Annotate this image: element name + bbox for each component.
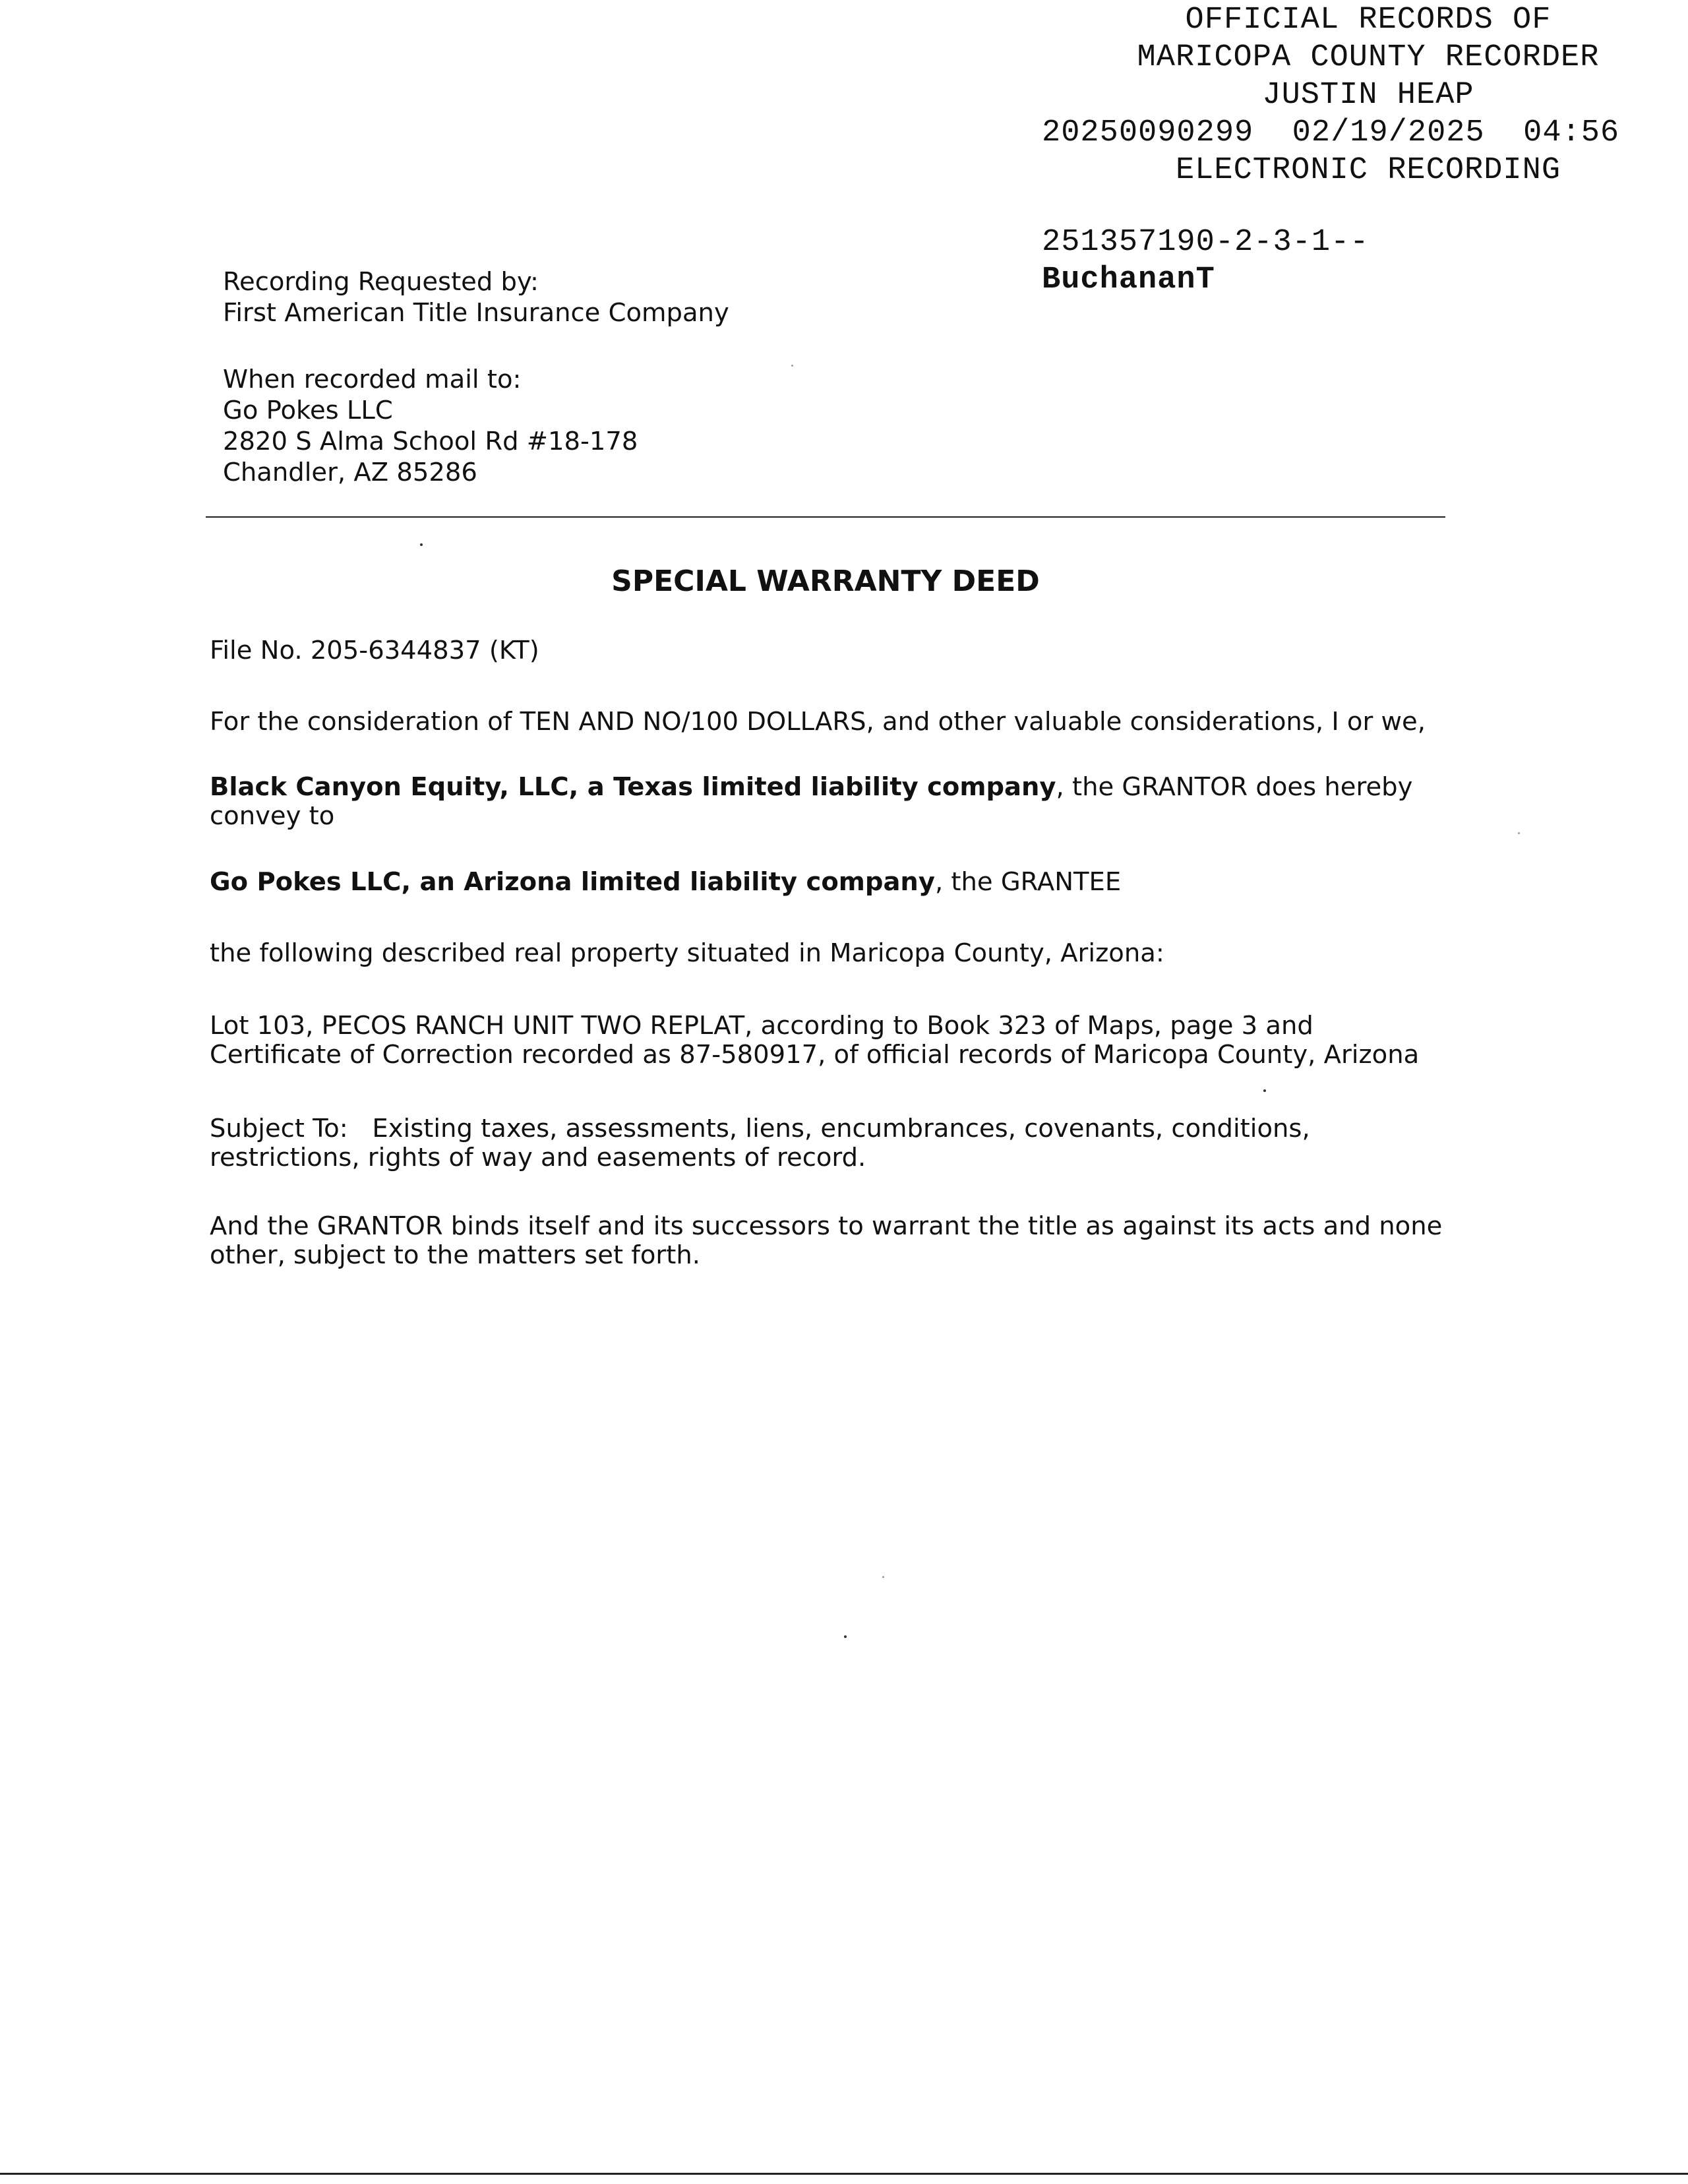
header-divider — [206, 516, 1445, 518]
stamp-spacer — [1029, 189, 1688, 224]
scan-speck — [1518, 832, 1520, 834]
mail-to-city-state-zip: Chandler, AZ 85286 — [223, 458, 477, 487]
scan-speck — [1263, 1089, 1266, 1092]
grantor-name: Black Canyon Equity, LLC, a Texas limited liability company — [210, 772, 1056, 802]
stamp-line-county-recorder: MARICOPA COUNTY RECORDER — [1137, 40, 1600, 75]
scan-speck — [882, 1576, 884, 1578]
mail-to-street: 2820 S Alma School Rd #18-178 — [223, 427, 638, 456]
subject-to-label: Subject To: — [210, 1114, 348, 1143]
subject-to-text: Existing taxes, assessments, liens, encumbrances, covenants, conditions, restrictions, rights of way and easements of record. — [210, 1114, 1310, 1172]
page-bottom-edge — [0, 2173, 1688, 2175]
grantee-tail-text: , the GRANTEE — [934, 867, 1122, 897]
legal-description: Lot 103, PECOS RANCH UNIT TWO REPLAT, according to Book 323 of Maps, page 3 and Certificate of Correction recorded as 87-580917, of official records of Maricopa County, Arizona — [210, 1011, 1420, 1070]
stamp-line-official-records: OFFICIAL RECORDS OF — [1185, 3, 1552, 38]
subject-to-paragraph — [210, 1114, 1449, 1172]
mail-to-name: Go Pokes LLC — [223, 396, 393, 425]
recorder-stamp — [1029, 1, 1688, 299]
stamp-line-electronic-recording: ELECTRONIC RECORDING — [1175, 153, 1561, 188]
stamp-clerk: BuchananT — [1042, 262, 1215, 297]
stamp-batch-id: 251357190-2-3-1-- — [1042, 225, 1370, 260]
mail-to-label: When recorded mail to: — [223, 365, 522, 394]
property-intro: the following described real property situated in Maricopa County, Arizona: — [210, 938, 1164, 968]
document-title: SPECIAL WARRANTY DEED — [611, 564, 1040, 598]
scan-speck — [844, 1635, 847, 1638]
warranty-clause: And the GRANTOR binds itself and its successors to warrant the title as against its acts and none other, subject to the matters set forth. — [210, 1211, 1443, 1270]
recording-requested-company: First American Title Insurance Company — [223, 298, 729, 328]
grantor-paragraph — [210, 773, 1443, 831]
scan-speck — [791, 365, 793, 367]
stamp-line-recording-number: 20250090299 02/19/2025 04:56 — [1042, 115, 1620, 150]
grantor-conveyance-text: , the GRANTOR does hereby convey to — [210, 772, 1413, 831]
consideration-paragraph: For the consideration of TEN AND NO/100 DOLLARS, and other valuable considerations, I or we, — [210, 707, 1426, 737]
file-number: File No. 205-6344837 (KT) — [210, 636, 539, 665]
recording-requested-block — [223, 266, 729, 328]
scan-speck — [420, 543, 423, 546]
stamp-line-recorder-name: JUSTIN HEAP — [1262, 78, 1474, 113]
grantee-name: Go Pokes LLC, an Arizona limited liability company — [210, 867, 935, 897]
grantee-paragraph — [210, 868, 1449, 897]
mail-to-block — [223, 364, 638, 488]
recording-requested-label: Recording Requested by: — [223, 267, 539, 297]
